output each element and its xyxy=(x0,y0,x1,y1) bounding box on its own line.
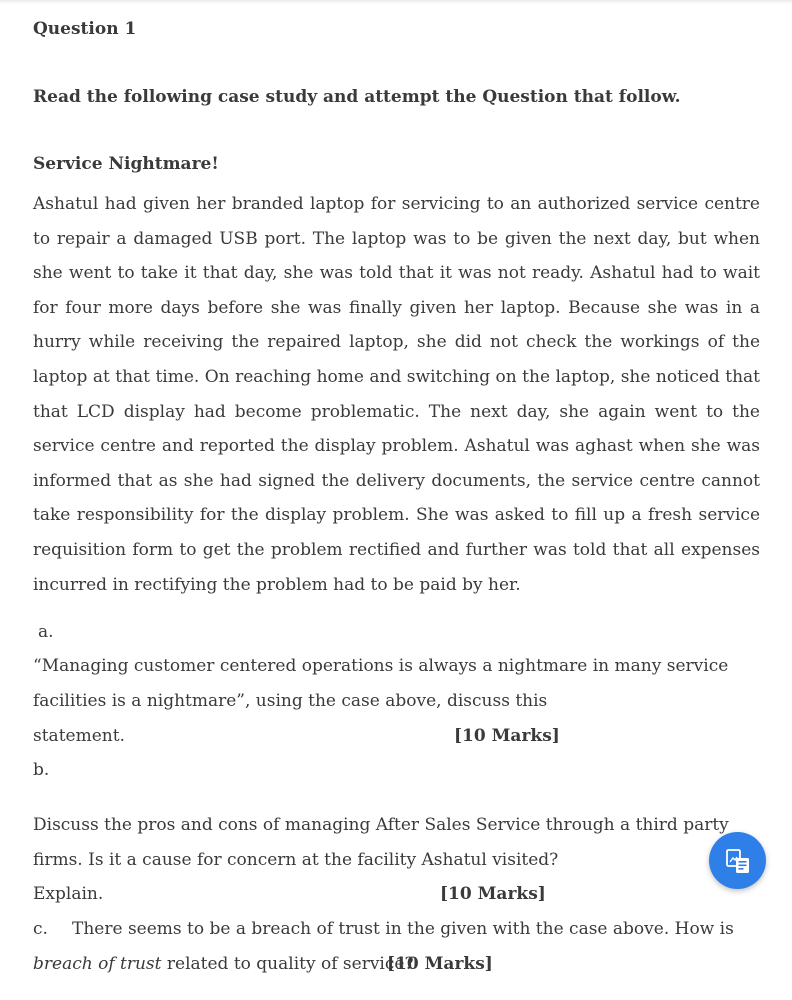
question-a-last-line: statement. xyxy=(33,726,125,746)
question-c-text-before: There seems to be a breach of trust in the given with the case above. How is xyxy=(72,919,734,939)
question-a-marks: [10 Marks] xyxy=(454,726,560,746)
question-a-label: a. xyxy=(38,622,54,642)
convert-to-pdf-button[interactable] xyxy=(709,832,766,889)
case-title: Service Nightmare! xyxy=(33,154,219,174)
image-to-pdf-icon xyxy=(724,847,752,875)
question-b-last-line: Explain. xyxy=(33,884,104,904)
question-heading: Question 1 xyxy=(33,19,137,39)
case-study-paragraph: Ashatul had given her branded laptop for servicing to an authorized service centre to repair a damaged USB port. The laptop was to be given the next day, but when she went to take it that day, she was told that it was not ready. Ashatul had to wait for four more days before she was finally given her laptop. Because she was in a hurry while receiving the repaired laptop, she did not check the workings of the laptop at that time. On reaching home and switching on the laptop, she noticed that that LCD display had become problematic. The next day, she again went to the service centre and reported the display problem. Ashatul was aghast when she was informed that as she had signed the delivery documents, the service centre cannot take responsibility for the display problem. She was asked to fill up a fresh service requisition form to get the problem rectified and further was told that all expenses incurred in rectifying the problem had to be paid by her. xyxy=(33,194,760,595)
question-c-text-after: related to quality of service? xyxy=(161,953,414,974)
question-b-marks: [10 Marks] xyxy=(440,884,546,904)
question-b-text: Discuss the pros and cons of managing After Sales Service through a third party firms. Is it a cause for concern at the facility Ashatul visited? xyxy=(33,815,729,870)
top-edge-shadow xyxy=(0,0,792,4)
instruction-text: Read the following case study and attempt the Question that follow. xyxy=(33,87,681,107)
question-a-text: “Managing customer centered operations is always a nightmare in many service facilities is a nightmare”, using the case above, discuss this xyxy=(33,656,729,711)
question-c-italic: breach of trust xyxy=(33,953,162,974)
question-b-label: b. xyxy=(33,760,50,780)
question-c-label: c. xyxy=(33,919,48,939)
question-c-marks: [10 Marks] xyxy=(387,954,493,974)
